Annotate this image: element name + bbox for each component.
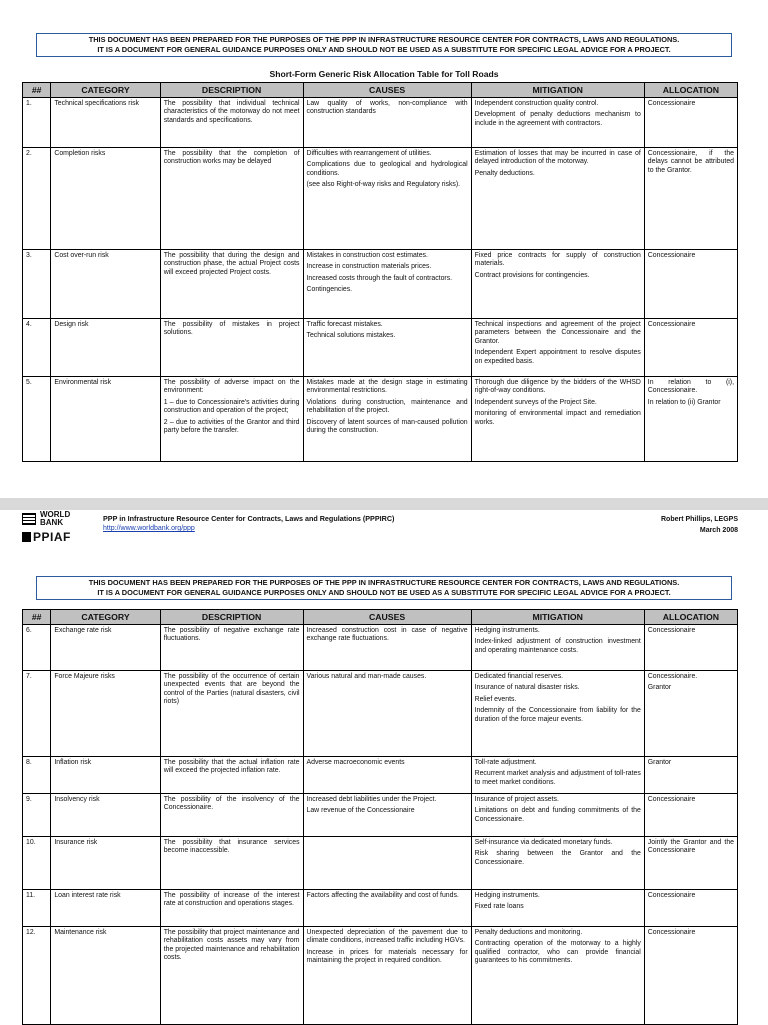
disclaimer-line-1: THIS DOCUMENT HAS BEEN PREPARED FOR THE PURPOSES OF THE PPP IN INFRASTRUCTURE RESOURCE CENTER FOR CONTRACTS, LAWS AND REGULATIONS. bbox=[88, 35, 680, 44]
category-cell: Inflation risk bbox=[51, 757, 160, 794]
description-cell bbox=[160, 794, 303, 837]
causes-paragraph: Difficulties with rearrangement of utilities. bbox=[306, 150, 432, 157]
allocation-cell bbox=[644, 250, 737, 319]
footer-author: Robert Phillips, LEGPS bbox=[660, 516, 738, 523]
category-cell: Exchange rate risk bbox=[51, 625, 160, 671]
allocation-paragraph: Concessionaire bbox=[647, 929, 696, 936]
allocation-paragraph: Jointly the Grantor and the Concessionaire bbox=[647, 839, 734, 855]
table-header-row bbox=[23, 610, 738, 625]
table-row bbox=[23, 98, 738, 148]
header-mitigation: MITIGATION bbox=[471, 83, 644, 98]
causes-cell bbox=[303, 98, 471, 148]
causes-cell bbox=[303, 377, 471, 462]
header-allocation: ALLOCATION bbox=[644, 610, 737, 625]
category-cell: Insolvency risk bbox=[51, 794, 160, 837]
table-row bbox=[23, 794, 738, 837]
allocation-paragraph: Grantor bbox=[647, 684, 672, 692]
description-paragraph: The possibility that insurance services become inaccessible. bbox=[163, 839, 300, 855]
table-row bbox=[23, 319, 738, 377]
causes-paragraph: Increased costs through the fault of contractors. bbox=[306, 274, 453, 282]
allocation-paragraph: Concessionaire bbox=[647, 252, 696, 259]
ppiaf-text: PPIAF bbox=[33, 530, 71, 544]
mitigation-paragraph: Self-insurance via dedicated monetary funds. bbox=[474, 839, 613, 846]
disclaimer-line-2: IT IS A DOCUMENT FOR GENERAL GUIDANCE PURPOSES ONLY AND SHOULD NOT BE USED AS A SUBSTITUTE FOR SPECIFIC LEGAL ADVICE FOR A PROJECT. bbox=[97, 45, 671, 54]
description-paragraph: The possibility of the occurrence of certain unexpected events that are beyond the control of the Parties (natural disasters, civil riots) bbox=[163, 673, 300, 706]
causes-paragraph: Increase in construction materials prices. bbox=[306, 263, 432, 271]
category-cell: Maintenance risk bbox=[51, 927, 160, 1025]
description-cell bbox=[160, 671, 303, 757]
causes-cell bbox=[303, 148, 471, 250]
footer-date: March 2008 bbox=[699, 527, 738, 534]
causes-paragraph: Adverse macroeconomic events bbox=[306, 759, 405, 766]
causes-paragraph: Factors affecting the availability and cost of funds. bbox=[306, 892, 459, 899]
document-page-2 bbox=[0, 510, 768, 1024]
mitigation-paragraph: Indemnity of the Concessionaire from liability for the duration of the force majeur events. bbox=[474, 707, 641, 723]
description-cell bbox=[160, 148, 303, 250]
allocation-cell bbox=[644, 671, 737, 757]
header-description: DESCRIPTION bbox=[160, 83, 303, 98]
mitigation-paragraph: Index-linked adjustment of construction investment and operating maintenance costs. bbox=[474, 638, 641, 654]
header-causes: CAUSES bbox=[303, 610, 471, 625]
causes-paragraph: Unexpected depreciation of the pavement due to climate conditions, increased traffic including HGVs. bbox=[306, 929, 468, 945]
row-number: 12. bbox=[23, 927, 51, 1025]
header-category: CATEGORY bbox=[51, 83, 160, 98]
row-number: 6. bbox=[23, 625, 51, 671]
mitigation-cell bbox=[471, 837, 644, 890]
allocation-paragraph: Concessionaire. bbox=[647, 673, 698, 680]
mitigation-paragraph: Hedging instruments. bbox=[474, 627, 540, 634]
disclaimer-line-1: THIS DOCUMENT HAS BEEN PREPARED FOR THE PURPOSES OF THE PPP IN INFRASTRUCTURE RESOURCE CENTER FOR CONTRACTS, LAWS AND REGULATIONS. bbox=[88, 578, 680, 587]
allocation-paragraph: Concessionaire, if the delays cannot be attributed to the Grantor. bbox=[647, 150, 734, 174]
globe-icon bbox=[22, 513, 36, 525]
description-cell bbox=[160, 625, 303, 671]
disclaimer-box bbox=[36, 576, 732, 600]
table-row bbox=[23, 890, 738, 927]
mitigation-paragraph: Estimation of losses that may be incurred in case of delayed introduction of the motorway. bbox=[474, 150, 641, 166]
description-paragraph: The possibility of mistakes in project solutions. bbox=[163, 321, 300, 337]
category-cell: Insurance risk bbox=[51, 837, 160, 890]
mitigation-paragraph: Independent surveys of the Project Site. bbox=[474, 398, 597, 406]
footer-author-block bbox=[661, 514, 738, 536]
allocation-cell bbox=[644, 148, 737, 250]
mitigation-cell bbox=[471, 250, 644, 319]
allocation-paragraph: Concessionaire bbox=[647, 627, 696, 634]
causes-cell bbox=[303, 794, 471, 837]
mitigation-paragraph: Toll-rate adjustment. bbox=[474, 759, 537, 766]
table-row bbox=[23, 837, 738, 890]
mitigation-paragraph: Recurrent market analysis and adjustment of toll-rates to meet market conditions. bbox=[474, 770, 641, 786]
mitigation-paragraph: Insurance of natural disaster risks. bbox=[474, 684, 580, 692]
mitigation-paragraph: Fixed price contracts for supply of construction materials. bbox=[474, 252, 641, 268]
causes-paragraph: Discovery of latent sources of man-caused pollution during the construction. bbox=[306, 418, 468, 435]
causes-cell bbox=[303, 671, 471, 757]
disclaimer-box bbox=[36, 33, 732, 57]
causes-paragraph: Complications due to geological and hydrological conditions. bbox=[306, 161, 468, 177]
description-paragraph: The possibility that project maintenance and rehabilitation costs assets may vary from the projected maintenance and rehabilitation costs. bbox=[163, 929, 300, 962]
causes-paragraph: Mistakes made at the design stage in estimating environmental restrictions. bbox=[306, 379, 468, 395]
mitigation-paragraph: Penalty deductions and monitoring. bbox=[474, 929, 583, 936]
mitigation-paragraph: Fixed rate loans bbox=[474, 903, 524, 911]
allocation-cell bbox=[644, 377, 737, 462]
header-number: ## bbox=[23, 610, 51, 625]
description-paragraph: The possibility that the completion of construction works may be delayed bbox=[163, 150, 300, 166]
causes-cell bbox=[303, 319, 471, 377]
causes-paragraph: Technical solutions mistakes. bbox=[306, 332, 396, 340]
row-number: 11. bbox=[23, 890, 51, 927]
allocation-paragraph: Grantor bbox=[647, 759, 672, 766]
description-cell bbox=[160, 319, 303, 377]
mitigation-paragraph: Contract provisions for contingencies. bbox=[474, 271, 590, 279]
category-cell: Technical specifications risk bbox=[51, 98, 160, 148]
risk-table-page-1 bbox=[22, 82, 738, 462]
header-allocation: ALLOCATION bbox=[644, 83, 737, 98]
table-header-row bbox=[23, 83, 738, 98]
mitigation-paragraph: Thorough due diligence by the bidders of the WHSD right-of-way conditions. bbox=[474, 379, 641, 395]
table-row bbox=[23, 927, 738, 1025]
mitigation-paragraph: Risk sharing between the Grantor and the Concessionaire. bbox=[474, 850, 641, 866]
row-number: 5. bbox=[23, 377, 51, 462]
description-cell bbox=[160, 377, 303, 462]
mitigation-cell bbox=[471, 148, 644, 250]
mitigation-paragraph: monitoring of environmental impact and remediation works. bbox=[474, 410, 641, 426]
mitigation-cell bbox=[471, 927, 644, 1025]
mitigation-paragraph: Dedicated financial reserves. bbox=[474, 673, 564, 680]
mitigation-paragraph: Penalty deductions. bbox=[474, 169, 535, 177]
table-row bbox=[23, 377, 738, 462]
ppiaf-logo bbox=[22, 530, 71, 544]
allocation-cell bbox=[644, 625, 737, 671]
logo-bank-text: BANK bbox=[40, 517, 64, 527]
mitigation-cell bbox=[471, 671, 644, 757]
row-number: 9. bbox=[23, 794, 51, 837]
mitigation-cell bbox=[471, 98, 644, 148]
mitigation-cell bbox=[471, 794, 644, 837]
mitigation-paragraph: Relief events. bbox=[474, 695, 517, 703]
description-paragraph: The possibility that individual technical characteristics of the motorway do not meet standards and specifications. bbox=[163, 100, 300, 124]
description-cell bbox=[160, 927, 303, 1025]
causes-paragraph: Mistakes in construction cost estimates. bbox=[306, 252, 428, 259]
causes-paragraph: Increased construction cost in case of negative exchange rate fluctuations. bbox=[306, 627, 468, 643]
allocation-cell bbox=[644, 927, 737, 1025]
description-paragraph: The possibility of adverse impact on the environment: bbox=[163, 379, 300, 395]
mitigation-cell bbox=[471, 319, 644, 377]
row-number: 2. bbox=[23, 148, 51, 250]
mitigation-cell bbox=[471, 625, 644, 671]
description-cell bbox=[160, 250, 303, 319]
mitigation-paragraph: Independent Expert appointment to resolve disputes on expedited basis. bbox=[474, 349, 641, 365]
causes-cell bbox=[303, 927, 471, 1025]
allocation-paragraph: In relation to (i), Concessionaire. bbox=[647, 379, 734, 395]
description-cell bbox=[160, 98, 303, 148]
allocation-paragraph: In relation to (ii) Grantor bbox=[647, 398, 721, 406]
header-causes: CAUSES bbox=[303, 83, 471, 98]
table-row bbox=[23, 671, 738, 757]
causes-cell bbox=[303, 250, 471, 319]
causes-paragraph: Contingencies. bbox=[306, 286, 353, 294]
causes-paragraph: (see also Right-of-way risks and Regulatory risks). bbox=[306, 181, 461, 189]
ppiaf-mark-icon bbox=[22, 532, 31, 542]
allocation-cell bbox=[644, 837, 737, 890]
row-number: 7. bbox=[23, 671, 51, 757]
description-cell bbox=[160, 837, 303, 890]
mitigation-paragraph: Independent construction quality control. bbox=[474, 100, 599, 107]
causes-paragraph: Increased debt liabilities under the Project. bbox=[306, 796, 437, 803]
category-cell: Cost over-run risk bbox=[51, 250, 160, 319]
description-paragraph: 2 – due to activities of the Grantor and third party before the transfer. bbox=[163, 418, 300, 435]
category-cell: Loan interest rate risk bbox=[51, 890, 160, 927]
mitigation-cell bbox=[471, 890, 644, 927]
causes-cell bbox=[303, 890, 471, 927]
row-number: 1. bbox=[23, 98, 51, 148]
footer-title: PPP in Infrastructure Resource Center for Contracts, Laws and Regulations (PPPIRC) bbox=[103, 514, 395, 523]
causes-paragraph: Various natural and man-made causes. bbox=[306, 673, 427, 680]
allocation-cell bbox=[644, 890, 737, 927]
mitigation-paragraph: Technical inspections and agreement of the project parameters between the Concessionaire and the Grantor. bbox=[474, 321, 641, 345]
category-cell: Design risk bbox=[51, 319, 160, 377]
mitigation-cell bbox=[471, 757, 644, 794]
mitigation-paragraph: Development of penalty deductions mechanism to include in the agreement with contractors. bbox=[474, 111, 641, 127]
causes-cell bbox=[303, 625, 471, 671]
row-number: 3. bbox=[23, 250, 51, 319]
category-cell: Force Majeure risks bbox=[51, 671, 160, 757]
row-number: 10. bbox=[23, 837, 51, 890]
causes-paragraph: Law quality of works, non-compliance with construction standards bbox=[306, 100, 468, 116]
causes-paragraph: Law revenue of the Concessionaire bbox=[306, 807, 415, 815]
allocation-paragraph: Concessionaire bbox=[647, 892, 696, 899]
description-paragraph: The possibility that the actual inflation rate will exceed the projected inflation rate. bbox=[163, 759, 300, 775]
logo-world-text: WORLD bbox=[40, 510, 71, 519]
table-row bbox=[23, 625, 738, 671]
mitigation-paragraph: Hedging instruments. bbox=[474, 892, 540, 899]
mitigation-paragraph: Contracting operation of the motorway to a highly qualified contractor, who can provide financial guarantees to his commitments. bbox=[474, 940, 641, 965]
header-category: CATEGORY bbox=[51, 610, 160, 625]
header-description: DESCRIPTION bbox=[160, 610, 303, 625]
table-row bbox=[23, 757, 738, 794]
table-title: Short-Form Generic Risk Allocation Table for Toll Roads bbox=[269, 69, 499, 79]
allocation-paragraph: Concessionaire bbox=[647, 321, 696, 328]
risk-table-page-2 bbox=[22, 609, 738, 1025]
table-row bbox=[23, 250, 738, 319]
mitigation-paragraph: Limitations on debt and funding commitments of the Concessionaire. bbox=[474, 807, 641, 823]
disclaimer-line-2: IT IS A DOCUMENT FOR GENERAL GUIDANCE PURPOSES ONLY AND SHOULD NOT BE USED AS A SUBSTITUTE FOR SPECIFIC LEGAL ADVICE FOR A PROJECT. bbox=[97, 588, 671, 597]
category-cell: Environmental risk bbox=[51, 377, 160, 462]
allocation-cell bbox=[644, 319, 737, 377]
row-number: 4. bbox=[23, 319, 51, 377]
world-bank-logo bbox=[22, 512, 88, 528]
header-number: ## bbox=[23, 83, 51, 98]
mitigation-paragraph: Insurance of project assets. bbox=[474, 796, 559, 803]
causes-cell bbox=[303, 837, 471, 890]
allocation-paragraph: Concessionaire bbox=[647, 100, 696, 107]
allocation-cell bbox=[644, 757, 737, 794]
causes-paragraph: Traffic forecast mistakes. bbox=[306, 321, 383, 328]
causes-paragraph: Increase in prices for materials necessary for maintaining the project in required condition. bbox=[306, 948, 468, 965]
page-separator bbox=[0, 498, 768, 510]
description-cell bbox=[160, 890, 303, 927]
footer-link[interactable]: http://www.worldbank.org/ppp bbox=[103, 525, 195, 532]
description-paragraph: 1 – due to Concessionaire's activities during construction and operation of the project; bbox=[163, 398, 300, 415]
description-paragraph: The possibility that during the design and construction phase, the actual Project costs will exceed projected Project costs. bbox=[163, 252, 300, 276]
description-paragraph: The possibility of the insolvency of the Concessionaire. bbox=[163, 796, 300, 812]
description-paragraph: The possibility of increase of the interest rate at construction and operations stages. bbox=[163, 892, 300, 908]
page-footer bbox=[0, 510, 768, 550]
row-number: 8. bbox=[23, 757, 51, 794]
description-cell bbox=[160, 757, 303, 794]
allocation-cell bbox=[644, 98, 737, 148]
category-cell: Completion risks bbox=[51, 148, 160, 250]
causes-paragraph: Violations during construction, maintenance and rehabilitation of the project. bbox=[306, 398, 468, 415]
mitigation-cell bbox=[471, 377, 644, 462]
document-page-1 bbox=[0, 0, 768, 498]
allocation-cell bbox=[644, 794, 737, 837]
description-paragraph: The possibility of negative exchange rate fluctuations. bbox=[163, 627, 300, 643]
table-row bbox=[23, 148, 738, 250]
allocation-paragraph: Concessionaire bbox=[647, 796, 696, 803]
causes-cell bbox=[303, 757, 471, 794]
header-mitigation: MITIGATION bbox=[471, 610, 644, 625]
